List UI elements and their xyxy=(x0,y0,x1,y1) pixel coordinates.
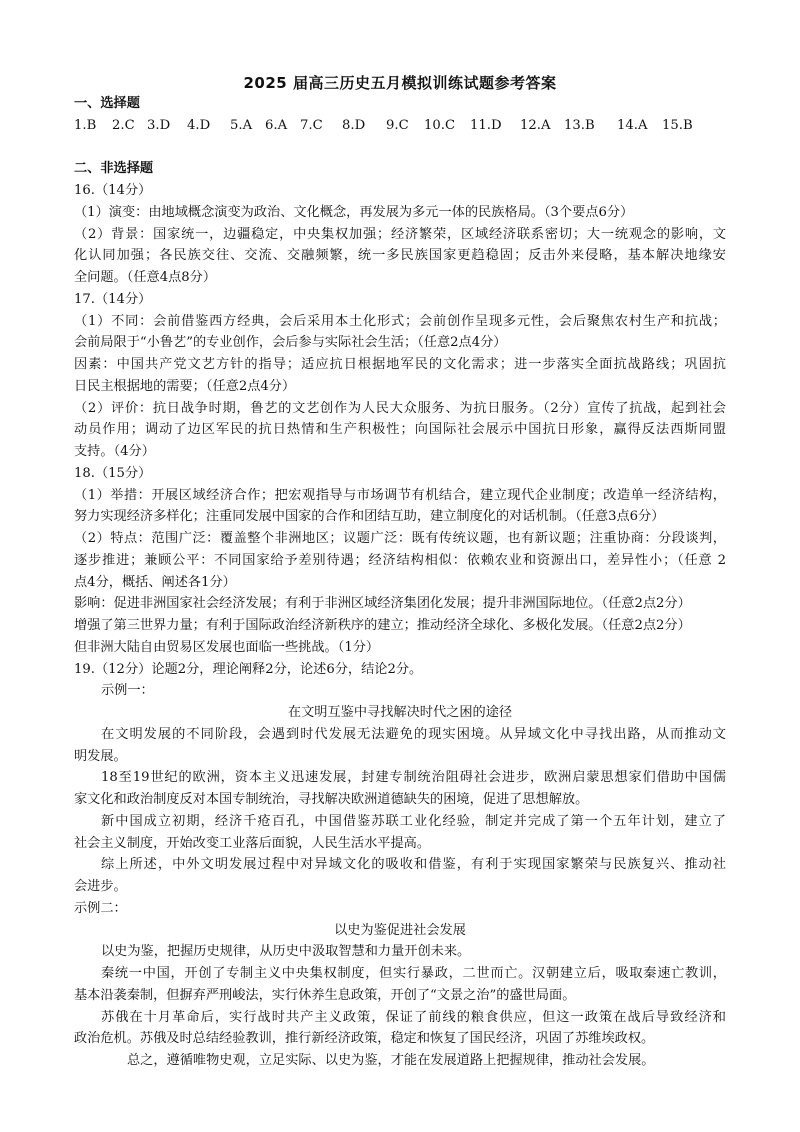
q17-line: （1）不同：会前借鉴西方经典，会后采用本土化形式；会前创作呈现多元性，会后聚焦农村生产和抗战； xyxy=(74,313,726,329)
answer-item: 10.C xyxy=(424,117,456,133)
essay-line: 家文化和政治制度反对本国专制统治，寻找解决欧洲道德缺失的困境，促进了思想解放。 xyxy=(74,792,589,807)
essay-line: 18至19世纪的欧洲，资本主义迅速发展，封建专制统治阻碍社会进步，欧洲启蒙思想家们借助中国儒 xyxy=(101,770,726,786)
q18-line: （1）举措：开展区域经济合作；把宏观指导与市场调节有机结合，建立现代企业制度；改造单一经济结构， xyxy=(74,487,726,503)
essay-line: 苏俄在十月革命后，实行战时共产主义政策，保证了前线的粮食供应，但这一政策在战后导致经济和 xyxy=(101,1009,726,1025)
q19-heading: 19.（12分）论题2分，理论阐释2分，论述6分，结论2分。 xyxy=(74,661,423,677)
q18-line: 影响：促进非洲国家社会经济发展；有利于非洲区域经济集团化发展；提升非洲国际地位。（任意2点2分） xyxy=(74,596,691,612)
answer-item: 13.B xyxy=(564,117,595,133)
q18-heading: 18.（15分） xyxy=(74,465,152,481)
q17-line: 动员作用；调动了边区军民的抗日热情和生产积极性；向国际社会展示中国抗日形象，赢得反法西斯同盟 xyxy=(74,422,726,438)
example-label: 示例一： xyxy=(101,683,154,699)
q17-line: 会前局限于“小鲁艺”的专业创作，会后参与实际社会生活；（任意2点4分） xyxy=(74,335,507,351)
q16-heading: 16.（14分） xyxy=(74,183,152,198)
answer-item: 4.D xyxy=(187,117,211,133)
q18-line: 但非洲大陆自由贸易区发展也面临一些挑战。（1分） xyxy=(74,639,380,655)
q17-line: 支持。（4分） xyxy=(74,444,155,459)
q17-line: 日民主根据地的需要；（任意2点4分） xyxy=(74,378,296,394)
essay-line: 基本沿袭秦制，但摒弃严刑峻法，实行休养生息政策，开创了“文景之治”的盛世局面。 xyxy=(74,987,576,1003)
q17-line: （2）评价：抗日战争时期，鲁艺的文艺创作为人民大众服务、为抗日服务。（2分）宣传了抗战，起到社会 xyxy=(74,400,726,416)
q16-line: （2）背景：国家统一，边疆稳定，中央集权加强；经济繁荣，区域经济联系密切；大一统观念的影响，文 xyxy=(74,226,726,242)
q16-line: 全问题。（任意4点8分） xyxy=(74,270,217,285)
answer-item: 9.C xyxy=(386,117,409,133)
q16-line: 化认同加强；各民族交往、交流、交融频繁，统一多民族国家更趋稳固；反击外来侵略，基本解决地缘安 xyxy=(74,248,726,264)
answer-item: 6.A xyxy=(265,117,288,133)
q18-line: 点4分，概括、阐述各1分） xyxy=(74,574,236,590)
q16-line: （1）演变：由地域概念演变为政治、文化概念，再发展为多元一体的民族格局。（3个要点6分） xyxy=(74,204,634,220)
example-essay-title: 以史为鉴促进社会发展 xyxy=(334,922,466,938)
document-body xyxy=(74,93,726,1072)
q18-line: 努力实现经济多样化；注重同发展中国家的合作和团结互助，建立制度化的对话机制。（任意3点6分） xyxy=(74,509,665,525)
essay-line: 会进步。 xyxy=(74,879,127,894)
essay-line: 总之，遵循唯物史观，立足实际、以史为鉴，才能在发展道路上把握规律，推动社会发展。 xyxy=(127,1053,655,1068)
essay-line: 在文明发展的不同阶段，会遇到时代发展无法避免的现实困境。从异域文化中寻找出路，从而推动文 xyxy=(101,726,726,742)
answer-item: 8.D xyxy=(342,117,366,133)
answer-item: 14.A xyxy=(617,117,648,133)
choice-answers-row xyxy=(74,115,726,137)
example-label: 示例二： xyxy=(74,900,127,916)
spacer xyxy=(74,137,726,159)
answer-item: 3.D xyxy=(147,117,171,133)
answer-item: 7.C xyxy=(300,117,323,133)
answer-item: 2.C xyxy=(112,117,135,133)
answer-item: 11.D xyxy=(470,117,502,133)
q18-line: （2）特点：范围广泛：覆盖整个非洲地区；议题广泛：既有传统议题，也有新议题；注重协商：分段谈判， xyxy=(74,531,726,546)
answer-item: 15.B xyxy=(662,117,693,133)
page-title: 2025 届高三历史五月模拟训练试题参考答案 xyxy=(243,74,557,92)
example-essay-title: 在文明互鉴中寻找解决时代之困的途径 xyxy=(287,705,513,720)
essay-line: 新中国成立初期，经济千疮百孔，中国借鉴苏联工业化经验，制定并完成了第一个五年计划，建立了 xyxy=(101,813,726,829)
section-heading-nonchoice: 二、非选择题 xyxy=(74,161,154,177)
q18-line: 增强了第三世界力量；有利于国际政治经济新秩序的建立；推动经济全球化、多极化发展。（任意2点2分） xyxy=(74,618,691,633)
essay-line: 以史为鉴，把握历史规律，从历史中汲取智慧和力量开创未来。 xyxy=(101,944,471,960)
answer-item: 1.B xyxy=(74,117,97,133)
essay-line: 明发展。 xyxy=(74,748,127,764)
essay-line: 社会主义制度，开始改变工业落后面貌，人民生活水平提高。 xyxy=(74,835,431,851)
q17-heading: 17.（14分） xyxy=(74,291,152,307)
essay-line: 秦统一中国，开创了专制主义中央集权制度，但实行暴政，二世而亡。汉朝建立后，吸取秦速亡教训， xyxy=(101,966,726,981)
essay-line: 综上所述，中外文明发展过程中对异域文化的吸收和借鉴，有利于实现国家繁荣与民族复兴、推动社 xyxy=(101,857,726,873)
q17-line: 因素：中国共产党文艺方针的指导；适应抗日根据地军民的文化需求；进一步落实全面抗战路线；巩固抗 xyxy=(74,357,726,372)
q18-line: 逐步推进；兼顾公平：不同国家给予差别待遇；经济结构相似：依赖农业和资源出口，差异性小；（任意 2 xyxy=(74,552,726,568)
answer-item: 12.A xyxy=(520,117,551,133)
answer-item: 5.A xyxy=(230,117,253,133)
essay-line: 政治危机。苏俄及时总结经验教训，推行新经济政策，稳定和恢复了国民经济，巩固了苏维埃政权。 xyxy=(74,1031,655,1047)
section-heading-choice: 一、选择题 xyxy=(74,96,140,111)
